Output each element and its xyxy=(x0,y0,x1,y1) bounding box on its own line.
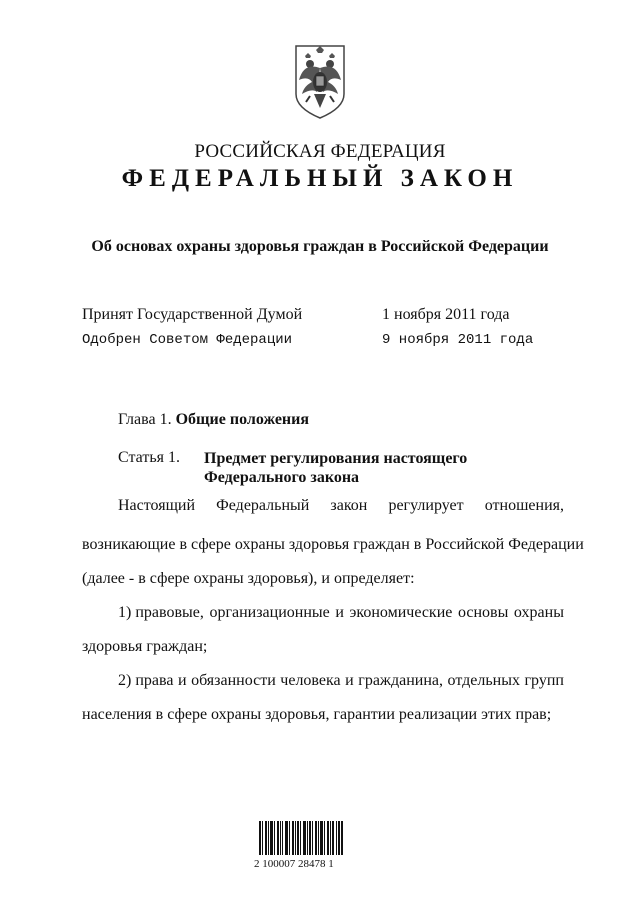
chapter-prefix: Глава 1. xyxy=(118,411,172,428)
word: Настоящий xyxy=(118,497,196,514)
word: основы xyxy=(457,604,509,621)
word: Федеральный xyxy=(216,497,310,514)
country-name: РОССИЙСКАЯ ФЕДЕРАЦИЯ xyxy=(194,141,446,162)
law-type-heading: ФЕДЕРАЛЬНЫЙ ЗАКОН xyxy=(121,165,519,192)
word: и xyxy=(335,604,344,621)
list-item-2-line xyxy=(118,672,564,690)
word: групп xyxy=(524,672,564,689)
word: обязанности xyxy=(191,672,276,689)
list-item-1-line: здоровья граждан; xyxy=(82,638,208,655)
word: регулирует xyxy=(388,497,464,514)
list-item-1-line xyxy=(118,604,564,622)
word: и xyxy=(177,672,187,689)
article-number: Статья 1. xyxy=(118,449,180,466)
barcode-image xyxy=(259,821,343,855)
paragraph-line xyxy=(118,497,564,515)
chapter-heading xyxy=(118,411,309,429)
barcode-number: 2 100007 28478 1 xyxy=(254,858,334,870)
chapter-name: Общие положения xyxy=(175,411,310,428)
paragraph-line: (далее - в сфере охраны здоровья), и определяет: xyxy=(82,570,415,587)
word: охраны xyxy=(513,604,564,621)
list-item-2-line: населения в сфере охраны здоровья, гарантии реализации этих прав; xyxy=(82,706,552,723)
law-title: Об основах охраны здоровья граждан в Российской Федерации xyxy=(91,238,549,255)
word: и xyxy=(345,672,354,689)
word: закон xyxy=(330,497,368,514)
adoption-date: 9 ноября 2011 года xyxy=(382,332,534,348)
paragraph-line: возникающие в сфере охраны здоровья граждан в Российской Федерации xyxy=(82,536,584,553)
word: отношения, xyxy=(484,497,564,514)
article-title: Предмет регулирования настоящего Федерального закона xyxy=(204,450,468,486)
word: 1) правовые, xyxy=(118,604,204,621)
word: гражданина, xyxy=(358,672,443,689)
word: отдельных xyxy=(447,672,520,689)
state-emblem-icon xyxy=(290,42,350,120)
adoption-org: Одобрен Советом Федерации xyxy=(82,332,293,348)
word: человека xyxy=(280,672,341,689)
word: экономические xyxy=(349,604,453,621)
adoption-date: 1 ноября 2011 года xyxy=(382,306,510,323)
word: организационные xyxy=(209,604,330,621)
word: 2) права xyxy=(118,672,174,689)
adoption-org: Принят Государственной Думой xyxy=(82,306,303,323)
